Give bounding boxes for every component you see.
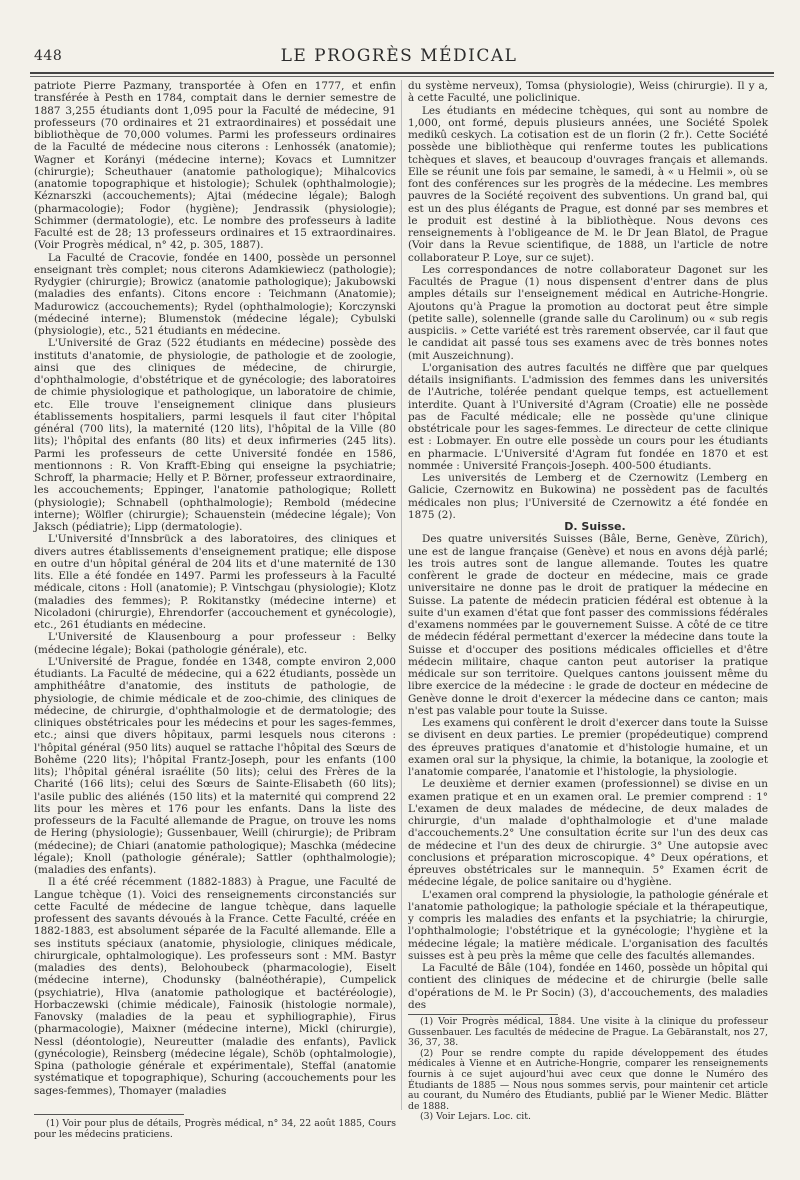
paragraph: Les correspondances de notre collaborateur Dagonet sur les Facultés de Prague (1) nous dispensent d'entrer dans de plus amples détails sur l'enseignement médical en Autriche-Hongrie. Ajoutons qu'à Prague la promotion au doctorat peut être simple (petite salle), solennelle (grande salle du Carolinum) ou « sub regis auspiciis. » Cette variété est très rarement observée, car il faut que le candidat ait passé tous ses examens avec de très bonnes notes (mit Auszeichnung). <box>408 263 768 362</box>
paragraph: patriote Pierre Pazmany, transportée à Ofen en 1777, et enfin transférée à Pesth en 1784, comptait dans le dernier semestre de 1887 3,255 étudiants dont 1,095 pour la Faculté de médecine, 91 professeurs (70 ordinaires et 21 extraordinaires) et possédait une bibliothèque de 70,000 volumes. Parmi les professeurs ordinaires de la Faculté de médecine nous citerons : Lenhossék (anatomie); Wagner et Korányi (médecine interne); Kovacs et Lumnitzer (chirurgie); Scheuthauer (anatomie pathologique); Mihalcovics (anatomie topographique et histologie); Schulek (ophthalmologie); Kéznarszki (accouchements); Ajtai (médecine légale); Balogh (pharmacologie); Fodor (hygiène); Jendrassik (physiologie); Schimmer (dermatologie), etc. Le nombre des professeurs à ladite Faculté est de 28; 13 professeurs ordinaires et 15 extraordinaires.(Voir Progrès médical, n° 42, p. 305, 1887). <box>34 80 396 252</box>
left-column <box>34 80 396 1097</box>
paragraph: Les universités de Lemberg et de Czernowitz (Lemberg en Galicie, Czernowitz en Bukowina) ne possèdent pas de facultés médicales non plus; l'Université de Czernowitz a été fondée en 1875 (2). <box>408 472 768 521</box>
running-title: LE PROGRÈS MÉDICAL <box>280 46 518 66</box>
paragraph: L'organisation des autres facultés ne diffère que par quelques détails insignifiants. L'admission des femmes dans les universités de l'Autriche, tolérée pendant quelque temps, est actuellement interdite. Quant à l'Université d'Agram (Croatie) elle ne possède pas de Faculté médicale; elle ne possède qu'une clinique obstétricale pour les sages-femmes. Le directeur de cette clinique est : Lobmayer. En outre elle possède un cours pour les étudiants en pharmacie. L'Université d'Agram fut fondée en 1870 et est nommée : Université François-Joseph. 400-500 étudiants. <box>408 361 768 472</box>
column-divider <box>401 80 402 1110</box>
paragraph: Le deuxième et dernier examen (professionnel) se divise en un examen pratique et en un examen oral. Le premier comprend : 1° L'examen de deux malades de médecine, de deux malades de chirurgie, d'un malade d'ophthalmologie et d'une malade d'accouchements.2° Une consultation écrite sur l'un des deux cas de médecine et l'un des deux de chirurgie. 3° Une autopsie avec conclusions et préparation microscopique. 4° Deux opérations, et épreuves obstétricales sur le mannequin. 5° Examen écrit de médecine légale, de police sanitaire ou d'hygiène. <box>408 778 768 889</box>
page-number: 448 <box>34 48 63 64</box>
header-rule <box>30 72 774 74</box>
paragraph: L'Université de Klausenbourg a pour professeur : Belky (médecine légale); Bokai (pathologie générale), etc. <box>34 631 396 656</box>
paragraph: du système nerveux), Tomsa (physiologie), Weiss (chirurgie). Il y a, à cette Faculté, une policlinique. <box>408 80 768 105</box>
right-column <box>408 80 768 1123</box>
footnote-rule <box>34 1114 184 1115</box>
footnote: (1) Voir pour plus de détails, Progrès médical, n° 34, 22 août 1885, Cours pour les médecins praticiens. <box>34 1118 396 1140</box>
left-footnote <box>34 1118 396 1140</box>
paragraph: Les examens qui confèrent le droit d'exercer dans toute la Suisse se divisent en deux parties. Le premier (propédeutique) comprend des épreuves pratiques d'anatomie et d'histologie humaine, et un examen oral sur la physique, la chimie, la botanique, la zoologie et l'anatomie comparée, l'anatomie et l'histologie, la physiologie. <box>408 717 768 778</box>
paragraph: L'Université de Graz (522 étudiants en médecine) possède des instituts d'anatomie, de physiologie, de pathologie et de zoologie, ainsi que des cliniques de médecine, de chirurgie, d'ophthalmologie, d'obstétrique et de gynécologie; des laboratoires de chimie physiologique et pathologique, un laboratoire de chimie, etc. Elle trouve l'enseignement clinique dans plusieurs établissements hospitaliers, parmi lesquels il faut citer l'hôpital général (700 lits), la maternité (120 lits), l'hôpital de la Ville (80 lits); l'hôpital des enfants (80 lits) et deux infirmeries (245 lits). Parmi les professeurs de cette Université fondée en 1586, mentionnons : R. Von Krafft-Ebing qui enseigne la psychiatrie; Schroff, la pharmacie; Helly et P. Börner, professeur extraordinaire, les accouchements; Eppinger, l'anatomie pathologique; Rollett (physiologie); Schnabell (ophthalmologie); Rembold (médecine interne); Wölfler (chirurgie); Schauenstein (médecine légale); Von Jaksch (pédiatrie); Lipp (dermatologie). <box>34 337 396 533</box>
paragraph: L'Université de Prague, fondée en 1348, compte environ 2,000 étudiants. La Faculté de médecine, qui a 622 étudiants, possède un amphithéâtre d'anatomie, des instituts de pathologie, de physiologie, de chimie médicale et de zoo-chimie, des cliniques de médecine, de chirurgie, d'ophthalmologie et de dermatologie; des cliniques obstétricales pour les médecins et pour les sages-femmes, etc.; ainsi que divers hôpitaux, parmi lesquels nous citerons : l'hôpital général (950 lits) auquel se rattache l'hôpital des Sœurs de Bohême (220 lits); l'hôpital Frantz-Joseph, pour les enfants (100 lits); l'hôpital général israélite (50 lits); celui des Frères de la Charité (166 lits); celui des Sœurs de Sainte-Elisabeth (60 lits); l'asile public des aliénés (150 lits) et la maternité qui comprend 22 lits pour les mères et 176 pour les enfants. Dans la liste des professeurs de la Faculté allemande de Prague, on trouve les noms de Hering (physiologie); Gussenbauer, Weill (chirurgie); de Pribram (médecine); de Chiari (anatomie pathologique); Maschka (médecine légale); Knoll (pathologie générale); Sattler (ophthalmologie); (maladies des enfants). <box>34 655 396 876</box>
paragraph: Il a été créé récemment (1882-1883) à Prague, une Faculté de Langue tchèque (1). Voici des renseignements circonstanciés sur cette Faculté de médecine de langue tchèque, dans laquelle professent des savants dévoués à la France. Cette Faculté, créée en 1882-1883, est absolument séparée de la Faculté allemande. Elle a ses instituts spéciaux (anatomie, physiologie, cliniques médicale, chirurgicale, ophtalmologique). Les professeurs sont : MM. Bastyr (maladies des dents), Belohoubeck (pharmacologie), Eiselt (médecine interne), Chodunsky (balnéothérapie), Cumpelick (psychiatrie), Hlva (anatomie pathologique et bactéréologie), Horbaczewski (chimie médicale), Fainosik (histologie normale), Fanovsky (maladies de la peau et syphiliographie), Firus (pharmacologie), Maixner (médecine interne), Mickl (chirurgie), Nessl (déontologie), Neureutter (maladie des enfants), Pavlick (gynécologie), Reinsberg (médecine légale), Schöb (ophtalmologie), Spina (pathologie générale et expérimentale), Steffal (anatomie systématique et topographique), Schuring (accouchements pour les sages-femmes), Thomayer (maladies <box>34 876 396 1097</box>
page-header <box>34 46 764 68</box>
paragraph: La Faculté de Cracovie, fondée en 1400, possède un personnel enseignant très complet; nous citerons Adamkiewiecz (pathologie); Rydygier (chirurgie); Browicz (anatomie pathologique); Jakubowski (maladies des enfants). Citons encore : Teichmann (Anatomie); Madurowicz (accouchements); Rydel (ophthalmologie); Korczynski (médeciné interne); Blumenstok (médecine légale); Cybulski (physiologie), etc., 521 étudiants en médecine. <box>34 251 396 337</box>
footnote: (3) Voir Lejars. Loc. cit. <box>420 1111 531 1123</box>
paragraph: Des quatre universités Suisses (Bâle, Berne, Genève, Zürich), une est de langue française (Genève) et nous en avons déjà parlé; les trois autres sont de langue allemande. Toutes les quatre confèrent le grade de docteur en médecine, mais ce grade universitaire ne donne pas le droit de pratiquer la médecine en Suisse. La patente de médecin praticien fédéral est obtenue à la suite d'un examen d'état que font passer des commissions fédérales d'examens nommées par le gouvernement Suisse. A côté de ce titre de médecin fédéral permettant d'exercer la médecine dans toute la Suisse et d'occuper des positions médicales officielles et d'être médecin militaire, chaque canton peut autoriser la pratique médicale sur son territoire. Quelques cantons jouissent même du libre exercice de la médecine : le grade de docteur en médecine de Genève donne le droit d'exercer la médecine dans ce canton; mais n'est pas valable pour toute la Suisse. <box>408 533 768 717</box>
section-heading: D. Suisse. <box>564 520 626 533</box>
paragraph: L'Université d'Innsbrück a des laboratoires, des cliniques et divers autres établissements d'enseignement pratique; elle dispose en outre d'un hôpital général de 204 lits et d'une maternité de 130 lits. Elle a été fondée en 1497. Parmi les professeurs à la Faculté médicale, citons : Holl (anatomie); P. Vintschgau (physiologie); Klotz (maladies des femmes); P. Rokitanstky (médecine interne) et Nicoladoni (chirurgie), Ehrendorfer (accouchement et gynécologie), etc., 261 étudiants en médecine. <box>34 533 396 631</box>
right-footnotes <box>408 1017 768 1123</box>
header-rule-thin <box>30 76 774 77</box>
paragraph: Les étudiants en médecine tchèques, qui sont au nombre de 1,000, ont formé, depuis plusieurs années, une Société Spolek medikû ceskych. La cotisation est de un florin (2 fr.). Cette Société possède une bibliothèque qui renferme toutes les publications tchèques et slaves, et beaucoup d'ouvrages français et allemands. Elle se réunit une fois par semaine, le samedi, à « u Helmii », où se font des conférences sur les progrès de la médecine. Les membres pauvres de la Société reçoivent des subventions. Un grand bal, qui est un des plus élégants de Prague, est donné par ses membres et le produit est destiné à la bibliothèque. Nous devons ces renseignements à l'obligeance de M. le Dr Jean Blatol, de Prague (Voir dans la Revue scientifique, de 1888, un l'article de notre collaborateur P. Loye, sur ce sujet). <box>408 104 768 264</box>
paragraph: L'examen oral comprend la physiologie, la pathologie générale et l'anatomie pathologique; la pathologie spéciale et la thérapeutique, y compris les maladies des enfants et la psychiatrie; la chirurgie, l'ophthalmologie; l'obstétrique et la gynécologie; l'hygiène et la médecine légale; la matière médicale. L'organisation des facultés suisses est à peu près la même que celle des facultés allemandes. <box>408 888 768 962</box>
footnote: (2) Pour se rendre compte du rapide développement des études médicales à Vienne et en Autriche-Hongrie, comparer les renseignements fournis à ce sujet aujourd'hui avec ceux que donne le Numéro des Étudiants de 1885 — Nous nous sommes servis, pour maintenir cet article au courant, du Numéro des Étudiants, publié par le Wiener Medic. Blätter de 1888. <box>408 1047 768 1112</box>
paragraph: La Faculté de Bâle (104), fondée en 1460, possède un hôpital qui contient des cliniques de médecine et de chirurgie (belle salle d'opérations de M. le Pr Socin) (3), d'accouchements, des maladies des <box>408 962 768 1011</box>
footnote-rule <box>408 1014 558 1015</box>
footnote: (1) Voir Progrès médical, 1884. Une visite à la clinique du professeur Gussenbauer. Les facultés de médecine de Prague. La Gebäranstalt, nos 27, 36, 37, 38. <box>408 1016 768 1049</box>
